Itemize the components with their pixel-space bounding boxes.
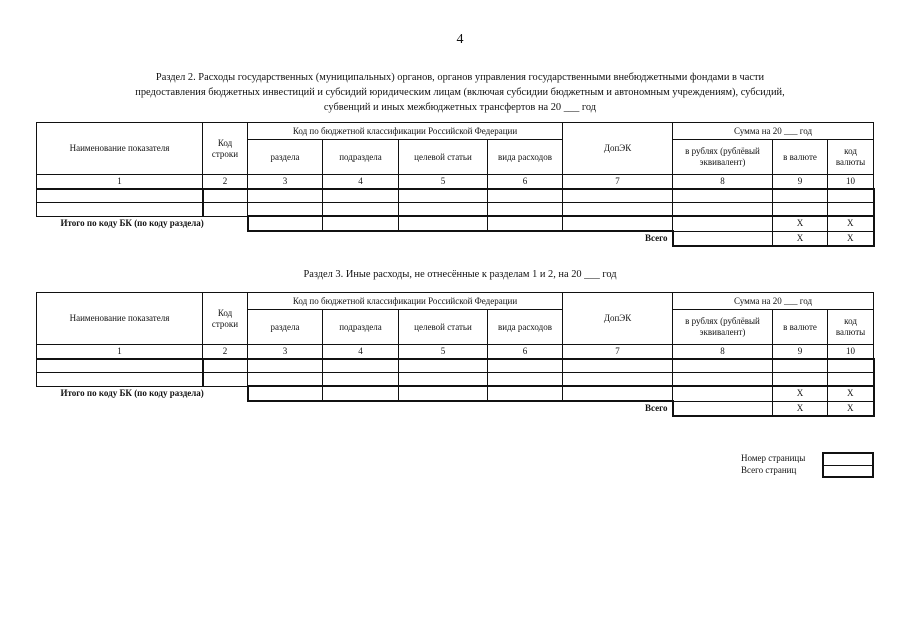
column-number: 6: [488, 345, 563, 360]
column-number: 9: [773, 175, 828, 190]
table-row: [37, 373, 874, 387]
cell-dopek[interactable]: [563, 373, 673, 387]
cell-indicator-name[interactable]: [37, 373, 203, 387]
cell-in-rubles[interactable]: [673, 401, 773, 416]
page-info-box: [741, 452, 874, 478]
header-indicator-name: Наименование показателя: [37, 123, 203, 175]
header-dopek: ДопЭК: [563, 123, 673, 175]
x-mark: X: [828, 386, 874, 401]
x-mark: X: [828, 401, 874, 416]
cell-section-code[interactable]: [248, 373, 323, 387]
header-section-code: раздела: [248, 310, 323, 345]
cell-in-rubles[interactable]: [673, 216, 773, 231]
column-number: 8: [673, 175, 773, 190]
section2-title-line: субвенций и иных межбюджетных трансфертов на 20 ___ год: [323, 102, 597, 113]
cell-in-rubles[interactable]: [673, 189, 773, 203]
cell-expense-type[interactable]: [488, 189, 563, 203]
cell-target-article[interactable]: [399, 216, 488, 231]
cell-in-currency[interactable]: [773, 359, 828, 373]
x-mark: X: [828, 216, 874, 231]
header-in-currency: в валюте: [773, 140, 828, 175]
cell-dopek[interactable]: [563, 359, 673, 373]
x-mark: X: [773, 231, 828, 246]
column-number: 3: [248, 175, 323, 190]
table-row: [37, 359, 874, 373]
header-in-rubles: в рублях (рублёвый эквивалент): [673, 140, 773, 175]
column-number: 3: [248, 345, 323, 360]
header-in-currency: в валюте: [773, 310, 828, 345]
header-target-article: целевой статьи: [399, 140, 488, 175]
grand-total-row: [37, 231, 874, 246]
cell-indicator-name[interactable]: [37, 189, 203, 203]
cell-subsection-code[interactable]: [323, 189, 399, 203]
cell-section-code[interactable]: [248, 359, 323, 373]
column-number: 5: [399, 345, 488, 360]
column-number: 5: [399, 175, 488, 190]
section2-title-line: предоставления бюджетных инвестиций и субсидий юридическим лицам (включая субсидии бюджетным и автономным учреждениям), субсидий,: [135, 87, 785, 98]
header-sum-for-year: Сумма на 20 ___ год: [673, 123, 874, 140]
header-section-code: раздела: [248, 140, 323, 175]
cell-in-currency[interactable]: [773, 189, 828, 203]
column-number: 7: [563, 175, 673, 190]
x-mark: X: [773, 401, 828, 416]
table-row: [37, 189, 874, 203]
column-number: 4: [323, 175, 399, 190]
cell-in-rubles[interactable]: [673, 231, 773, 246]
total-by-bk-row: [37, 386, 874, 401]
cell-in-rubles[interactable]: [673, 373, 773, 387]
cell-expense-type[interactable]: [488, 373, 563, 387]
column-number: 7: [563, 345, 673, 360]
column-number: 8: [673, 345, 773, 360]
cell-subsection-code[interactable]: [323, 386, 399, 401]
header-currency-code: код валюты: [828, 140, 874, 175]
grand-total-label: Всего: [645, 403, 668, 414]
section2-title-line: Раздел 2. Расходы государственных (муниципальных) органов, органов управления государственными внебюджетными фондами в части: [155, 72, 765, 83]
header-expense-type: вида расходов: [488, 140, 563, 175]
header-sum-for-year: Сумма на 20 ___ год: [673, 293, 874, 310]
cell-in-currency[interactable]: [773, 373, 828, 387]
cell-target-article[interactable]: [399, 203, 488, 217]
table-row: [37, 203, 874, 217]
total-by-bk-row: [37, 216, 874, 231]
cell-currency-code[interactable]: [828, 189, 874, 203]
column-number: 6: [488, 175, 563, 190]
cell-expense-type[interactable]: [488, 203, 563, 217]
cell-dopek[interactable]: [563, 386, 673, 401]
section2-table: [36, 122, 875, 247]
x-mark: X: [773, 216, 828, 231]
total-by-bk-label: Итого по коду БК (по коду раздела): [37, 216, 248, 231]
cell-currency-code[interactable]: [828, 359, 874, 373]
section3-table: [36, 292, 875, 417]
column-number: 4: [323, 345, 399, 360]
cell-dopek[interactable]: [563, 216, 673, 231]
header-subsection-code: подраздела: [323, 310, 399, 345]
header-indicator-name: Наименование показателя: [37, 293, 203, 345]
cell-dopek[interactable]: [563, 189, 673, 203]
cell-currency-code[interactable]: [828, 203, 874, 217]
cell-target-article[interactable]: [399, 359, 488, 373]
header-in-rubles: в рублях (рублёвый эквивалент): [673, 310, 773, 345]
total-by-bk-label: Итого по коду БК (по коду раздела): [37, 386, 248, 401]
section3-title: [100, 267, 820, 282]
cell-section-code[interactable]: [248, 216, 323, 231]
header-subsection-code: подраздела: [323, 140, 399, 175]
column-number: 10: [828, 175, 874, 190]
header-row-code: Код строки: [203, 123, 248, 175]
cell-subsection-code[interactable]: [323, 373, 399, 387]
cell-subsection-code[interactable]: [323, 203, 399, 217]
cell-section-code[interactable]: [248, 203, 323, 217]
page-number-field[interactable]: [822, 452, 874, 478]
cell-target-article[interactable]: [399, 373, 488, 387]
column-number: 2: [203, 345, 248, 360]
column-number: 1: [37, 175, 203, 190]
cell-expense-type[interactable]: [488, 359, 563, 373]
header-dopek: ДопЭК: [563, 293, 673, 345]
cell-section-code[interactable]: [248, 386, 323, 401]
cell-in-rubles[interactable]: [673, 203, 773, 217]
cell-expense-type[interactable]: [488, 216, 563, 231]
header-row-code: Код строки: [203, 293, 248, 345]
header-currency-code: код валюты: [828, 310, 874, 345]
section2-title: [100, 70, 820, 115]
cell-target-article[interactable]: [399, 386, 488, 401]
page-number: 4: [456, 32, 464, 47]
cell-indicator-name[interactable]: [37, 359, 203, 373]
page-info-labels: [741, 452, 805, 476]
cell-currency-code[interactable]: [828, 373, 874, 387]
cell-in-currency[interactable]: [773, 203, 828, 217]
section3-title-line: Раздел 3. Иные расходы, не отнесённые к разделам 1 и 2, на 20 ___ год: [303, 269, 617, 280]
cell-indicator-name[interactable]: [37, 203, 203, 217]
column-number: 10: [828, 345, 874, 360]
column-number: 9: [773, 345, 828, 360]
cell-dopek[interactable]: [563, 203, 673, 217]
grand-total-row: [37, 401, 874, 416]
header-budget-classification: Код по бюджетной классификации Российской Федерации: [248, 293, 563, 310]
header-target-article: целевой статьи: [399, 310, 488, 345]
cell-section-code[interactable]: [248, 189, 323, 203]
cell-subsection-code[interactable]: [323, 359, 399, 373]
header-budget-classification: Код по бюджетной классификации Российской Федерации: [248, 123, 563, 140]
x-mark: X: [773, 386, 828, 401]
cell-row-code[interactable]: [203, 203, 248, 217]
column-number: 1: [37, 345, 203, 360]
cell-expense-type[interactable]: [488, 386, 563, 401]
cell-in-rubles[interactable]: [673, 386, 773, 401]
grand-total-label: Всего: [645, 233, 668, 244]
x-mark: X: [828, 231, 874, 246]
cell-row-code[interactable]: [203, 373, 248, 387]
cell-row-code[interactable]: [203, 189, 248, 203]
cell-in-rubles[interactable]: [673, 359, 773, 373]
cell-row-code[interactable]: [203, 359, 248, 373]
total-pages-label: Всего страниц: [741, 465, 797, 475]
cell-target-article[interactable]: [399, 189, 488, 203]
header-expense-type: вида расходов: [488, 310, 563, 345]
page-field-divider: [824, 465, 872, 466]
column-number: 2: [203, 175, 248, 190]
page-number-label: Номер страницы: [741, 453, 806, 463]
cell-subsection-code[interactable]: [323, 216, 399, 231]
